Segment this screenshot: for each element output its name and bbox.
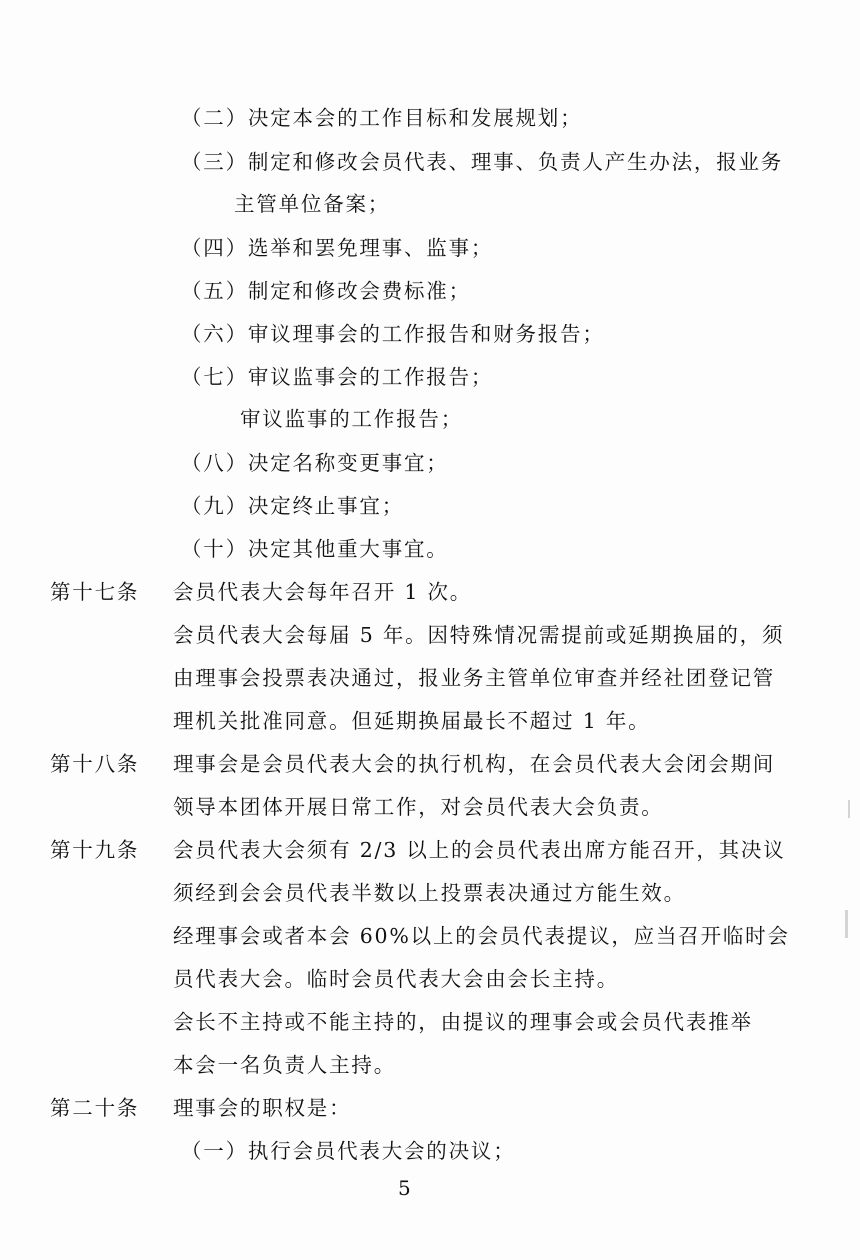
item-3-continued: 主管单位备案； [234,192,391,216]
scan-mark [848,800,850,818]
item-7-continued: 审议监事的工作报告； [240,407,463,431]
article-17-text: 会员代表大会每年召开 1 次。 [173,580,473,604]
item-6: （六）审议理事会的工作报告和财务报告； [181,322,605,346]
article-18-label: 第十八条 [50,752,140,776]
article-19-para2-line2: 员代表大会。临时会员代表大会由会长主持。 [173,967,619,991]
scan-mark [845,910,848,938]
article-17-label: 第十七条 [50,580,140,604]
article-19-para3-line1: 会长不主持或不能主持的，由提议的理事会或会员代表推举 [173,1010,753,1034]
item-10: （十）决定其他重大事宜。 [181,537,449,561]
page-number: 5 [398,1176,411,1200]
item-5: （五）制定和修改会费标准； [181,279,471,303]
item-2: （二）决定本会的工作目标和发展规划； [181,106,583,130]
article-20-text: 理事会的职权是： [173,1096,352,1120]
article-19-line2: 须经到会会员代表半数以上投票表决通过方能生效。 [173,881,686,905]
item-9: （九）决定终止事宜； [181,494,404,518]
article-20-label: 第二十条 [50,1096,140,1120]
article-19-para3-line2: 本会一名负责人主持。 [173,1053,396,1077]
article-20-item-1: （一）执行会员代表大会的决议； [181,1139,516,1163]
article-18-line1: 理事会是会员代表大会的执行机构，在会员代表大会闭会期间 [173,752,776,776]
item-8: （八）决定名称变更事宜； [181,451,449,475]
article-17-para2-line1: 会员代表大会每届 5 年。因特殊情况需提前或延期换届的，须 [173,623,785,647]
article-19-line1: 会员代表大会须有 2/3 以上的会员代表出席方能召开，其决议 [173,838,786,862]
item-3: （三）制定和修改会员代表、理事、负责人产生办法，报业务 [181,150,784,174]
item-7: （七）审议监事会的工作报告； [181,365,494,389]
article-19-label: 第十九条 [50,838,140,862]
item-4: （四）选举和罢免理事、监事； [181,236,494,260]
article-19-para2-line1: 经理事会或者本会 60%以上的会员代表提议，应当召开临时会 [173,924,790,948]
article-18-line2: 领导本团体开展日常工作，对会员代表大会负责。 [173,795,664,819]
article-17-para2-line3: 理机关批准同意。但延期换届最长不超过 1 年。 [173,709,651,733]
article-17-para2-line2: 由理事会投票表决通过，报业务主管单位审查并经社团登记管 [173,666,776,690]
